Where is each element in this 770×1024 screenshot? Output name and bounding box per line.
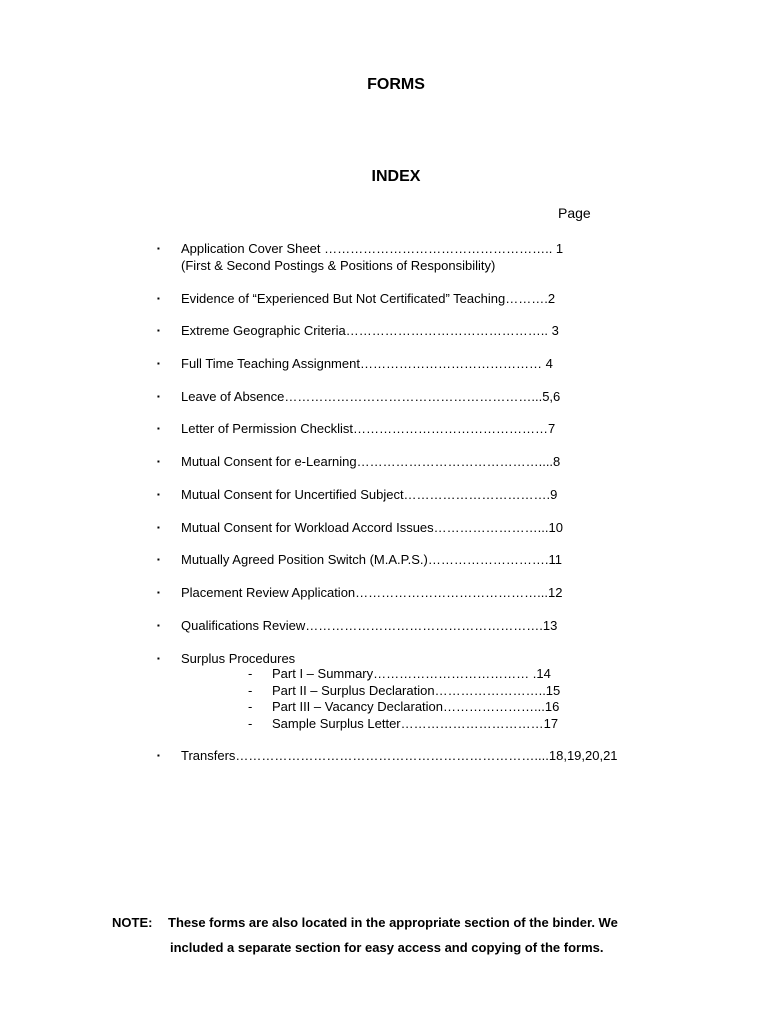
bullet-icon: ▪ <box>157 751 160 760</box>
subentry-text: Part II – Surplus Declaration……………………..15 <box>272 683 561 698</box>
entry-text: Mutual Consent for Uncertified Subject…………………………….9 <box>181 487 558 502</box>
bullet-icon: ▪ <box>157 490 160 499</box>
index-entry-mutual-consent-uncertified <box>157 487 557 502</box>
dash-icon: - <box>248 716 253 731</box>
entry-text: Extreme Geographic Criteria……………………………………….. 3 <box>181 323 559 338</box>
surplus-subentry-vacancy <box>248 699 559 714</box>
bullet-icon: ▪ <box>157 457 160 466</box>
dash-icon: - <box>248 666 253 681</box>
entry-text: Surplus Procedures <box>181 651 296 666</box>
subentry-text: Part I – Summary……………………………… .14 <box>272 666 551 681</box>
dash-icon: - <box>248 699 253 714</box>
entry-text: Mutual Consent for e-Learning……………………………………....8 <box>181 454 561 469</box>
entry-text: Qualifications Review……………………………………………….13 <box>181 618 558 633</box>
index-entry-qualifications-review <box>157 618 557 633</box>
index-entry-transfers <box>157 748 618 763</box>
note-label: NOTE: <box>112 915 153 930</box>
index-entry-maps <box>157 552 562 567</box>
entry-text: Full Time Teaching Assignment…………………………………… 4 <box>181 356 553 371</box>
bullet-icon: ▪ <box>157 523 160 532</box>
page-column-label: Page <box>558 205 591 221</box>
bullet-icon: ▪ <box>157 588 160 597</box>
bullet-icon: ▪ <box>157 654 160 663</box>
index-entry-full-time-teaching <box>157 356 553 371</box>
index-entry-surplus-procedures <box>157 651 295 666</box>
note-line-2: included a separate section for easy access and copying of the forms. <box>170 940 604 955</box>
index-entry-leave-of-absence <box>157 389 560 404</box>
subentry-text: Part III – Vacancy Declaration…………………...16 <box>272 699 560 714</box>
index-entry-evidence-experienced <box>157 291 555 306</box>
entry-text: Transfers……………………………………………………………....18,19,20,21 <box>181 748 618 763</box>
index-title: INDEX <box>371 168 421 185</box>
index-entry-mutual-consent-elearning <box>157 454 560 469</box>
bullet-icon: ▪ <box>157 555 160 564</box>
index-entry-letter-of-permission <box>157 421 555 436</box>
forms-title: FORMS <box>367 76 425 93</box>
index-entry-mutual-consent-workload <box>157 520 563 535</box>
bullet-icon: ▪ <box>157 424 160 433</box>
subentry-text: Sample Surplus Letter……………………………17 <box>272 716 559 731</box>
entry-text: Mutual Consent for Workload Accord Issues……………………...10 <box>181 520 563 535</box>
entry-text: Mutually Agreed Position Switch (M.A.P.S.)……………………….11 <box>181 552 562 567</box>
index-entry-application-cover-sheet <box>157 241 564 273</box>
bullet-icon: ▪ <box>157 621 160 630</box>
entry-text: Letter of Permission Checklist………………………………………7 <box>181 421 556 436</box>
entry-text: Leave of Absence…………………………………………………...5,6 <box>181 389 561 404</box>
entry-subtext: (First & Second Postings & Positions of Responsibility) <box>181 258 496 273</box>
note-line-1: These forms are also located in the appropriate section of the binder. We <box>168 915 618 930</box>
surplus-subentry-declaration <box>248 683 560 698</box>
bullet-icon: ▪ <box>157 392 160 401</box>
surplus-subentry-sample-letter <box>248 716 558 731</box>
bullet-icon: ▪ <box>157 244 160 253</box>
entry-text: Evidence of “Experienced But Not Certificated” Teaching……….2 <box>181 291 556 306</box>
bullet-icon: ▪ <box>157 294 160 303</box>
bullet-icon: ▪ <box>157 359 160 368</box>
bullet-icon: ▪ <box>157 326 160 335</box>
entry-text: Placement Review Application……………………………………...12 <box>181 585 563 600</box>
entry-text: Application Cover Sheet …………………………………………….. 1 <box>181 241 564 256</box>
index-entry-placement-review <box>157 585 562 600</box>
surplus-subentry-summary <box>248 666 551 681</box>
dash-icon: - <box>248 683 253 698</box>
index-entry-extreme-geographic <box>157 323 559 338</box>
